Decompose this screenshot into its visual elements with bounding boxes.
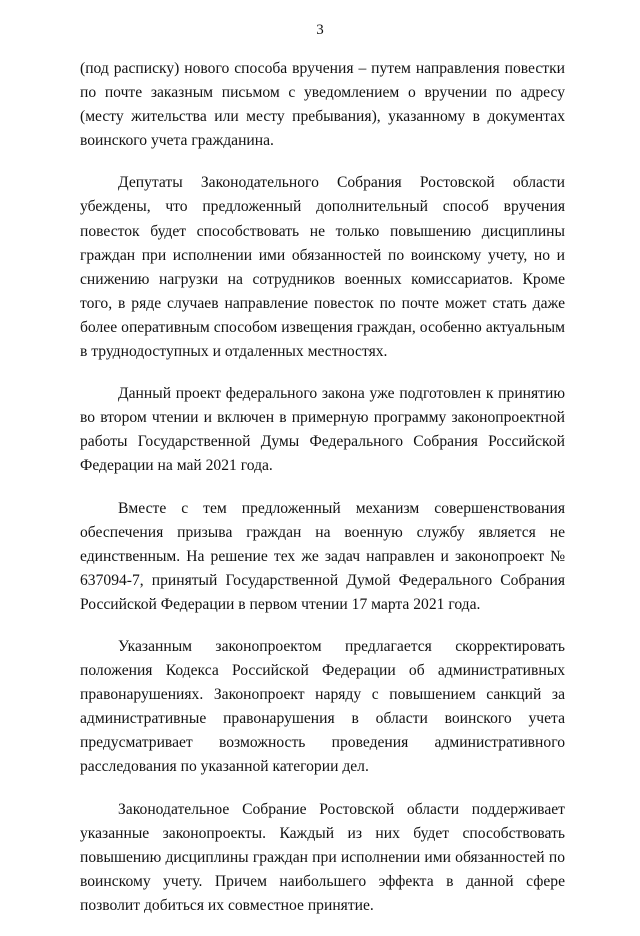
paragraph-deputies-opinion: Депутаты Законодательного Собрания Ростовской области убеждены, что предложенный дополнительный способ вручения повесток будет способствовать не только повышению дисциплины граждан при исполнении ими обязанностей по воинскому учету, но и снижению нагрузки на сотрудников военных комиссариатов. Кроме того, в ряде случаев направление повесток по почте может стать даже более оперативным способом извещения граждан, особенно актуальным в труднодоступных и отдаленных местностях.	[80, 174, 565, 361]
paragraph-administrative-code: Указанным законопроектом предлагается скорректировать положения Кодекса Российской Федерации об административных правонарушениях. Законопроект наряду с повышением санкций за административные правонарушения в области воинского учета предусматривает возможность проведения административного расследования по указанной категории дел.	[80, 637, 565, 776]
page-number: 3	[316, 22, 324, 38]
paragraph-bill-637094: Вместе с тем предложенный механизм совершенствования обеспечения призыва граждан на военную службу является не единственным. На решение тех же задач направлен и законопроект № 637094-7, принятый Государственной Думой Федерального Собрания Российской Федерации в первом чтении 17 марта 2021 года.	[80, 499, 565, 613]
paragraph-second-reading: Данный проект федерального закона уже подготовлен к принятию во втором чтении и включен в примерную программу законопроектной работы Государственной Думы Федерального Собрания Российской Федерации на май 2021 года.	[80, 385, 565, 475]
paragraph-continuation: (под расписку) нового способа вручения – путем направления повестки по почте заказным письмом с уведомлением о вручении по адресу (месту жительства или месту пребывания), указанному в документах воинского учета гражданина.	[80, 60, 565, 150]
document-body	[80, 57, 565, 936]
paragraph-support: Законодательное Собрание Ростовской области поддерживает указанные законопроекты. Каждый из них будет способствовать повышению дисциплины граждан при исполнении ими обязанностей по воинскому учету. Причем наибольшего эффекта в данной сфере позволит добиться их совместное принятие.	[80, 800, 565, 914]
